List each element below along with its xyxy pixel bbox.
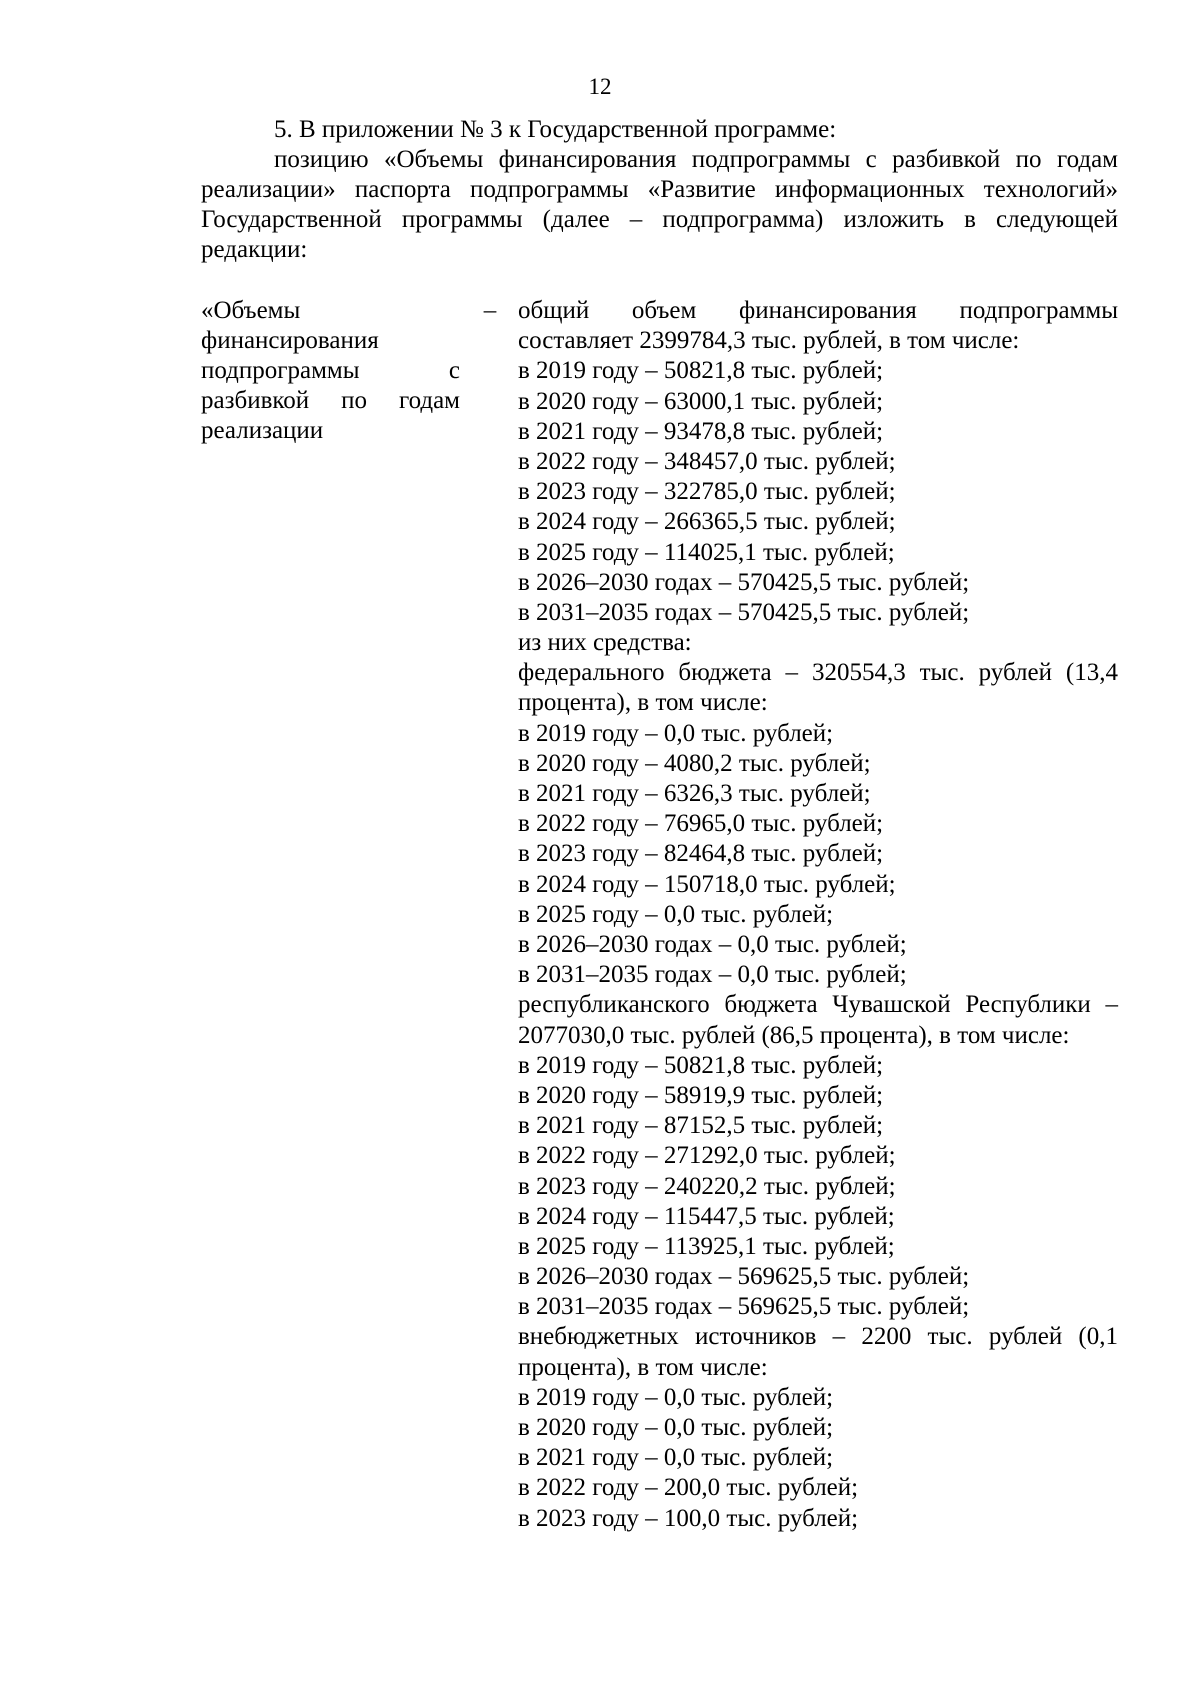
- total-intro: общий объем финансирования подпрограммы составляет 2399784,3 тыс. рублей, в том числе:: [518, 297, 1118, 355]
- financing-line: в 2022 году – 348457,0 тыс. рублей;: [518, 447, 896, 475]
- financing-line: в 2021 году – 6326,3 тыс. рублей;: [518, 780, 871, 808]
- financing-section: [518, 296, 1118, 1534]
- financing-line: в 2021 году – 0,0 тыс. рублей;: [518, 1444, 834, 1472]
- financing-line: в 2019 году – 50821,8 тыс. рублей;: [518, 357, 884, 385]
- financing-line: в 2021 году – 93478,8 тыс. рублей;: [518, 417, 884, 445]
- financing-line: в 2020 году – 58919,9 тыс. рублей;: [518, 1081, 884, 1109]
- financing-line: в 2031–2035 годах – 570425,5 тыс. рублей;: [518, 598, 970, 626]
- federal-intro: федерального бюджета – 320554,3 тыс. рублей (13,4 процента), в том числе:: [518, 659, 1118, 717]
- financing-line: в 2026–2030 годах – 570425,5 тыс. рублей;: [518, 568, 970, 596]
- financing-line: в 2026–2030 годах – 0,0 тыс. рублей;: [518, 931, 907, 958]
- financing-line: в 2031–2035 годах – 569625,5 тыс. рублей;: [518, 1293, 970, 1321]
- total-lines-list: [518, 356, 1118, 628]
- financing-line: в 2022 году – 200,0 тыс. рублей;: [518, 1474, 859, 1502]
- financing-line: в 2019 году – 0,0 тыс. рублей;: [518, 1383, 834, 1411]
- financing-line: в 2022 году – 76965,0 тыс. рублей;: [518, 810, 884, 838]
- financing-line: в 2024 году – 266365,5 тыс. рублей;: [518, 508, 896, 536]
- page-number: 12: [588, 74, 612, 99]
- financing-line: в 2026–2030 годах – 569625,5 тыс. рублей;: [518, 1263, 970, 1291]
- financing-line: в 2021 году – 87152,5 тыс. рублей;: [518, 1112, 884, 1140]
- republic-lines-list: [518, 1051, 1118, 1323]
- financing-line: в 2023 году – 322785,0 тыс. рублей;: [518, 478, 896, 506]
- financing-line: в 2031–2035 годах – 0,0 тыс. рублей;: [518, 961, 907, 989]
- position-dash: –: [483, 297, 497, 324]
- financing-line: в 2020 году – 4080,2 тыс. рублей;: [518, 749, 871, 777]
- financing-line: в 2025 году – 114025,1 тыс. рублей;: [518, 538, 895, 566]
- financing-line: в 2025 году – 0,0 тыс. рублей;: [518, 900, 834, 928]
- financing-line: в 2023 году – 240220,2 тыс. рублей;: [518, 1172, 896, 1200]
- financing-line: в 2023 году – 100,0 тыс. рублей;: [518, 1504, 859, 1532]
- amendment-intro: [201, 115, 1118, 265]
- financing-line: в 2024 году – 150718,0 тыс. рублей;: [518, 870, 896, 898]
- financing-line: в 2023 году – 82464,8 тыс. рублей;: [518, 840, 884, 868]
- financing-line: в 2024 году – 115447,5 тыс. рублей;: [518, 1202, 895, 1230]
- financing-line: в 2019 году – 50821,8 тыс. рублей;: [518, 1051, 884, 1079]
- federal-lines-list: [518, 719, 1118, 991]
- position-label: «Объемы финансирования подпрограммы с разбивкой по годам реализации: [201, 297, 460, 444]
- financing-line: в 2025 году – 113925,1 тыс. рублей;: [518, 1232, 895, 1260]
- financing-line: в 2020 году – 63000,1 тыс. рублей;: [518, 387, 884, 415]
- amendment-paragraph: позицию «Объемы финансирования подпрограммы с разбивкой по годам реализации» паспорта подпрограммы «Развитие информационных технологий» Государственной программы (далее – подпрограмма) изложить в следующей редакции:: [201, 146, 1118, 263]
- extrabudget-intro: внебюджетных источников – 2200 тыс. рублей (0,1 процента), в том числе:: [518, 1323, 1118, 1381]
- republic-intro: республиканского бюджета Чувашской Республики – 2077030,0 тыс. рублей (86,5 процента), в том числе:: [518, 991, 1118, 1049]
- financing-line: в 2019 году – 0,0 тыс. рублей;: [518, 719, 834, 747]
- of-them-label: из них средства:: [518, 629, 692, 657]
- extrabudget-lines-list: [518, 1383, 1118, 1534]
- amendment-heading: 5. В приложении № 3 к Государственной программе:: [274, 116, 837, 143]
- financing-line: в 2022 году – 271292,0 тыс. рублей;: [518, 1142, 896, 1170]
- financing-line: в 2020 году – 0,0 тыс. рублей;: [518, 1414, 834, 1442]
